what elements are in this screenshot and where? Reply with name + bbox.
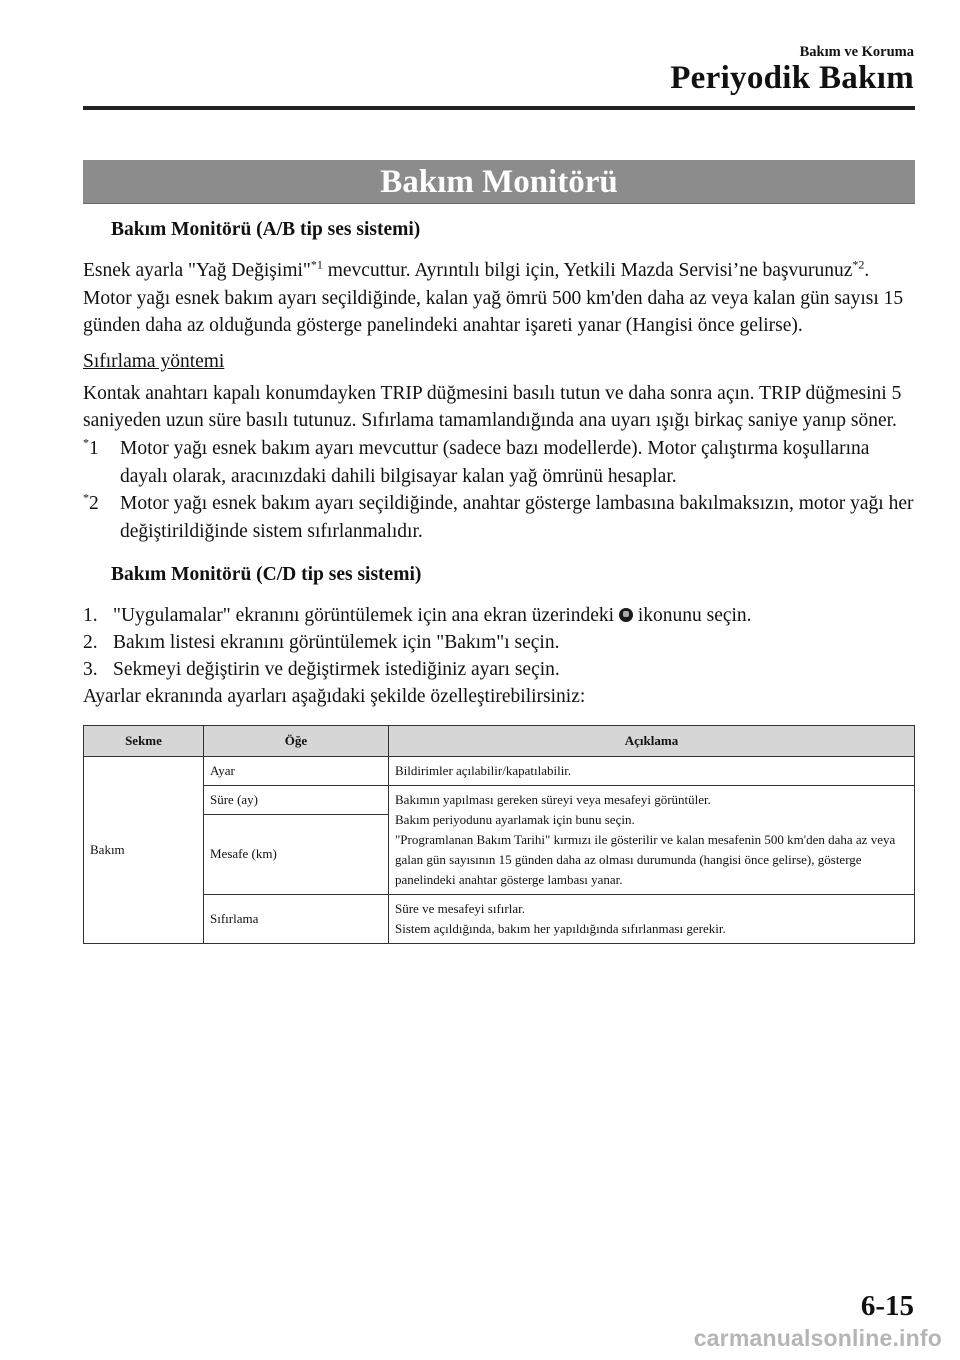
column-header-tab: Sekme bbox=[84, 725, 204, 756]
column-header-description: Açıklama bbox=[389, 725, 915, 756]
footnote-1-num: 1 bbox=[89, 437, 99, 459]
apps-icon bbox=[619, 608, 633, 622]
footnote-1-marker bbox=[83, 435, 99, 463]
settings-table bbox=[83, 725, 915, 944]
step-number: 3. bbox=[83, 659, 98, 681]
footnote-ref-1: *1 bbox=[310, 257, 323, 272]
ab-intro-a: Esnek ayarla "Yağ Değişimi" bbox=[83, 260, 311, 281]
footnote-2-star: * bbox=[83, 490, 89, 505]
list-item bbox=[83, 629, 915, 656]
list-item bbox=[83, 656, 915, 683]
merged-description-cell bbox=[389, 785, 915, 894]
footnote-2-text: Motor yağı esnek bakım ayarı seçildiğinde, anahtar gösterge lambasına bakılmaksızın, motor yağı her değiştirildiğinde sistem sıfırlanmalıdır. bbox=[120, 493, 914, 542]
section-banner: Bakım Monitörü bbox=[83, 160, 915, 204]
section-header: Bakım ve Koruma bbox=[799, 44, 914, 60]
table-header-row bbox=[84, 725, 915, 756]
description-cell: Bildirimler açılabilir/kapatılabilir. bbox=[389, 756, 915, 785]
footnote-2-marker bbox=[83, 490, 99, 518]
description-line: Bakımın yapılması gereken süreyi veya mesafeyi görüntüler. bbox=[395, 791, 711, 807]
ab-subheading: Bakım Monitörü (A/B tip ses sistemi) bbox=[111, 219, 421, 240]
column-header-item: Öğe bbox=[204, 725, 389, 756]
step-number: 1. bbox=[83, 605, 98, 627]
ab-intro-b: mevcuttur. Ayrıntılı bilgi için, Yetkili Mazda Servisi’ne başvurunuz bbox=[322, 260, 853, 281]
footnote-2-num: 2 bbox=[89, 493, 99, 515]
step-text-post: ikonunu seçin. bbox=[632, 605, 752, 627]
description-line: "Programlanan Bakım Tarihi" kırmızı ile gösterilir ve kalan mesafenin 500 km'den daha az veya galan gün sayısının 15 günden daha az olması durumunda (hangisi önce gelirse), gösterge panelindeki anahtar gösterge lambası yanar. bbox=[395, 831, 896, 887]
watermark: carmanualsonline.info bbox=[693, 1325, 942, 1351]
description-line: Süre ve mesafeyi sıfırlar. bbox=[395, 900, 525, 916]
description-line: Sistem açıldığında, bakım her yapıldığında sıfırlanması gerekir. bbox=[395, 920, 726, 936]
footnote-2 bbox=[83, 490, 915, 545]
list-item bbox=[83, 602, 915, 629]
page-number: 6-15 bbox=[860, 1290, 914, 1322]
step-text: Bakım listesi ekranını görüntülemek için "Bakım"ı seçin. bbox=[113, 632, 560, 654]
item-cell: Süre (ay) bbox=[204, 785, 389, 814]
description-line: Bakım periyodunu ayarlamak için bunu seçin. bbox=[395, 811, 635, 827]
table-row bbox=[84, 756, 915, 785]
tab-cell: Bakım bbox=[84, 756, 204, 943]
item-cell: Sıfırlama bbox=[204, 894, 389, 943]
chapter-title: Periyodik Bakım bbox=[670, 60, 914, 96]
table-row bbox=[84, 785, 915, 814]
ab-intro-c: . Motor yağı esnek bakım ayarı seçildiğinde, kalan yağ ömrü 500 km'den daha az veya kalan gün sayısı 15 günden daha az olduğunda gösterge panelindeki anahtar işareti yanar (Hangisi önce gelirse). bbox=[83, 260, 904, 337]
step-text: Sekmeyi değiştirin ve değiştirmek istediğiniz ayarı seçin. bbox=[113, 659, 560, 681]
step-number: 2. bbox=[83, 632, 98, 654]
settings-intro: Ayarlar ekranında ayarları aşağıdaki şekilde özelleştirebilirsiniz: bbox=[83, 686, 586, 708]
step-text: "Uygulamalar" ekranını görüntülemek için ana ekran üzerindeki bbox=[113, 605, 619, 627]
ab-intro bbox=[83, 257, 915, 340]
footnote-1 bbox=[83, 435, 915, 490]
footnote-1-text: Motor yağı esnek bakım ayarı mevcuttur (sadece bazı modellerde). Motor çalıştırma koşullarına dayalı olarak, aracınızdaki dahili bilgisayar kalan yağ ömrünü hesaplar. bbox=[120, 437, 870, 487]
page-content bbox=[83, 216, 915, 944]
reset-text: Kontak anahtarı kapalı konumdayken TRIP düğmesini basılı tutun ve daha sonra açın. TRIP düğmesini 5 saniyeden uzun süre basılı tutunuz. Sıfırlama tamamlandığında ana uyarı ışığı birkaç saniye yanıp söner. bbox=[83, 382, 902, 432]
footnote-ref-2: *2 bbox=[852, 257, 865, 272]
table-row bbox=[84, 894, 915, 943]
item-cell: Ayar bbox=[204, 756, 389, 785]
item-cell: Mesafe (km) bbox=[204, 814, 389, 894]
cd-subheading: Bakım Monitörü (C/D tip ses sistemi) bbox=[111, 564, 422, 586]
footnote-1-star: * bbox=[83, 435, 89, 450]
reset-heading: Sıfırlama yöntemi bbox=[83, 350, 225, 372]
description-cell bbox=[389, 894, 915, 943]
header-rule bbox=[83, 106, 915, 110]
steps-list bbox=[83, 602, 915, 683]
